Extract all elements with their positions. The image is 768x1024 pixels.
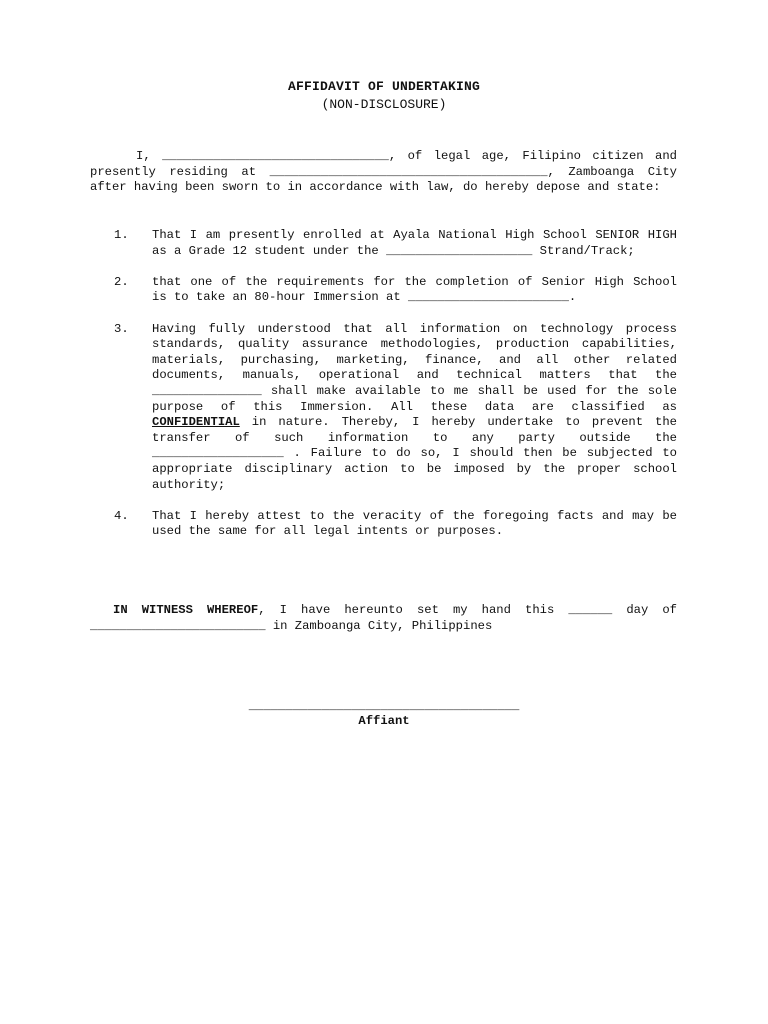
item-text: That I am presently enrolled at Ayala National High School SENIOR HIGH as a Grade 12 student under the — [152, 228, 677, 258]
item-text: Strand/Track; — [532, 243, 635, 258]
item-number: 4. — [114, 508, 129, 523]
witness-text: in Zamboanga City, Philippines — [265, 618, 493, 633]
address-blank: ______________________________________ — [269, 164, 548, 179]
company-blank: _______________ — [152, 383, 262, 398]
outside-party-blank: __________________ — [152, 446, 284, 461]
item-number: 3. — [114, 321, 129, 336]
affiant-label: Affiant — [358, 714, 410, 728]
day-blank: ______ — [568, 603, 613, 617]
witness-paragraph — [90, 603, 677, 634]
item-text: . — [568, 290, 577, 305]
strand-blank: ____________________ — [386, 243, 533, 258]
item-text: that one of the requirements for the completion of Senior High School is to take an 80-hour Immersion at — [152, 274, 677, 305]
witness-text: day of — [612, 603, 677, 617]
intro-paragraph — [90, 149, 677, 196]
month-blank: ________________________ — [90, 618, 266, 633]
item-number: 1. — [114, 228, 129, 242]
item-text: shall make available to me shall be used for the sole purpose of this Immersion. All these data are classified as — [152, 383, 677, 414]
intro-text-2: , Zamboanga City after having been sworn to in accordance with law, do hereby depose and state: — [90, 164, 677, 195]
intro-text-1: , of legal age, Filipino citizen and presently residing at — [90, 149, 677, 179]
statement-item — [90, 322, 677, 494]
signature-line: _____________________________________ — [248, 699, 520, 713]
item-text: in nature. Thereby, I hereby undertake to prevent the transfer of such information to any party outside the — [152, 415, 677, 445]
witness-text: , I have hereunto set my hand this — [258, 603, 569, 617]
item-number: 2. — [114, 274, 129, 289]
item-text: Having fully understood that all information on technology process standards, quality assurance methodologies, production capabilities, materials, purchasing, marketing, finance, and all other related documents, manuals, operational and technical matters that the — [152, 321, 677, 383]
confidential-label: CONFIDENTIAL — [152, 415, 240, 430]
statement-item — [90, 275, 677, 306]
document-subtitle: (NON-DISCLOSURE) — [321, 97, 447, 112]
statement-item — [90, 228, 677, 259]
witness-lead: IN WITNESS WHEREOF — [113, 603, 259, 617]
statement-item — [90, 509, 677, 540]
name-blank: _______________________________ — [162, 149, 389, 163]
statement-list — [90, 228, 677, 555]
item-text: That I hereby attest to the veracity of the foregoing facts and may be used the same for all legal intents or purposes. — [152, 508, 677, 539]
item-text: . Failure to do so, I should then be subjected to appropriate disciplinary action to be imposed by the proper school authority; — [152, 446, 677, 492]
document-title: AFFIDAVIT OF UNDERTAKING — [287, 79, 481, 94]
immersion-place-blank: ______________________ — [408, 290, 569, 305]
intro-lead: I, — [136, 149, 151, 163]
